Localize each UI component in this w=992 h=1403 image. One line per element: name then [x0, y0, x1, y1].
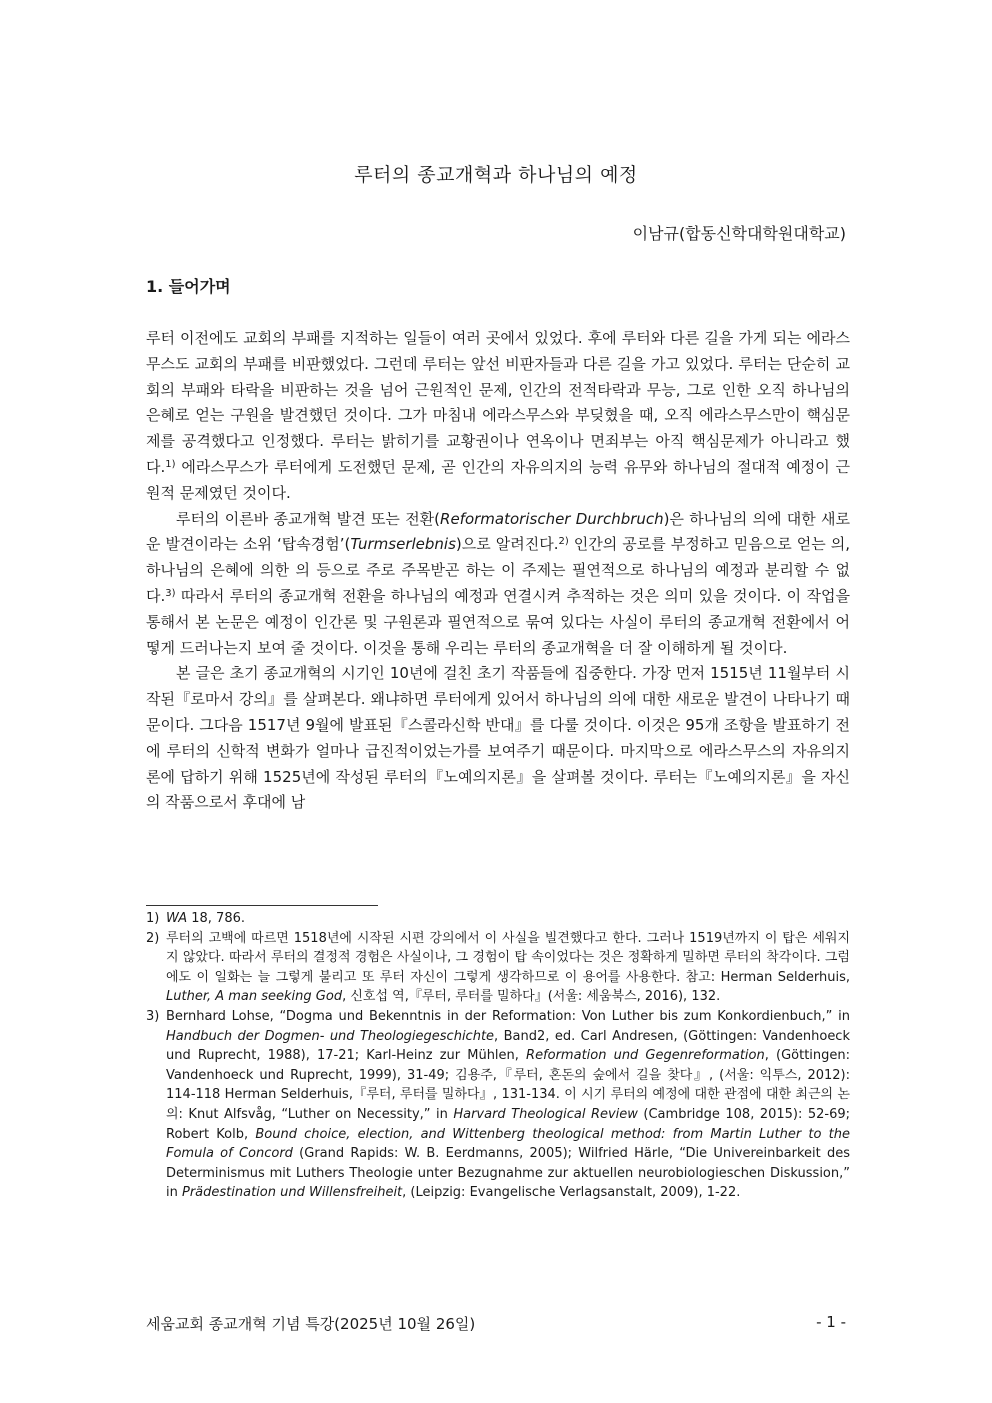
footnote-segment: 루터의 고백에 따르면 1518년에 시작된 시편 강의에서 이 사실을 빌견했다고 한다. 그러나 1519년까지 이 탑은 세워지지 않았다. 따라서 루터의 결정적 경험은 사실이나, 그 경험이 탑 속이었다는 것은 정확하게 밀하면 루터의 착각이다. 그럼에도 이 일화는 늘 그렇게 불리고 또 루터 자신이 그렇게 생각하므로 이 용어를 사용한다. 참고: Herman Selderhuis, — [166, 930, 850, 985]
paragraph-3: 본 글은 초기 종교개혁의 시기인 10년에 걸친 초기 작품들에 집중한다. 가장 먼저 1515년 11월부터 시작된『로마서 강의』를 살펴본다. 왜냐하면 루터에게 있어서 하나님의 의에 대한 새로운 발견이 나타나기 때문이다. 그다음 1517년 9월에 발표된『스콜라신학 반대』를 다룰 것이다. 이것은 95개 조항을 발표하기 전에 루터의 신학적 변화가 얼마나 급진적이었는가를 보여주기 때문이다. 마지막으로 에라스무스의 자유의지론에 답하기 위해 1525년에 작성된 루터의『노예의지론』을 살펴볼 것이다. 루터는『노예의지론』을 자신의 작품으로서 후대에 남 — [146, 664, 850, 812]
footnote-segment: 18, 786. — [187, 911, 245, 926]
italic-title: Bound choice, election, and Wittenberg theological method: from Martin Luther to the Fomula of Concord — [166, 1126, 851, 1162]
page-number: - 1 - — [816, 1313, 846, 1331]
italic-term: Reformatorischer Durchbruch — [440, 509, 664, 528]
footnote-segment: (Cambridge 108, 2015): 52-69; Robert Kolb, — [166, 1106, 850, 1142]
footnote-number: 2) — [146, 930, 160, 946]
footnote-text — [166, 909, 850, 929]
paragraph-text: )으로 알려진다. — [455, 535, 559, 554]
footnote-ref-1: 1) — [165, 458, 176, 470]
footnote-segment: , Band2, ed. Carl Andresen, (Göttingen: Vandenhoeck und Ruprecht, 1988), 17-21; Karl-Heinz zur Mühlen, — [166, 1028, 850, 1064]
paragraph-text: 에라스무스가 루터에게 도전했던 문제, 곧 인간의 자유의지의 능력 유무와 하나님의 절대적 예정이 근원적 문제였던 것이다. — [146, 457, 850, 502]
footnote-text — [166, 929, 850, 1007]
footnote-segment: , (Göttingen: Vandenhoeck und Ruprecht, 1999), 31-49; 김용주,『루터, 혼돈의 숲에서 길을 찾다』, (서울: 익투스, 2012): 114-118 Herman Selderhuis,『루터, 루터를 밀하다』, 131-134. 이 시기 루터의 예정에 대한 관점에 대한 최근의 논의: Knut Alfsvåg, “Luther on Necessity,” in — [166, 1048, 851, 1122]
body-text — [146, 326, 850, 816]
paragraph-text: 루터의 이른바 종교개혁 발견 또는 전환( — [176, 509, 441, 528]
paragraph-2 — [146, 507, 850, 662]
footnotes — [146, 909, 850, 1203]
footnote-segment: (Grand Rapids: W. B. Eerdmanns, 2005); Wilfried Härle, “Die Univereinbarkeit des Determinismus mit Luthers Theologie unter Bezugnahme zur aktuellen neurobiologieschen Diskussion,” in — [166, 1146, 850, 1201]
footnote-1 — [146, 909, 850, 929]
footnote-number: 1) — [146, 911, 160, 926]
paragraph-text: )은 하나님의 의에 대한 새로운 발견이라는 소위 ‘탑속경험’( — [146, 509, 850, 554]
italic-title: Luther, A man seeking God — [166, 989, 343, 1005]
footnote-3 — [146, 1007, 850, 1203]
italic-title: Reformation und Gegenreformation — [526, 1048, 765, 1064]
section-heading: 1. 들어가며 — [146, 277, 231, 296]
italic-title: WA — [166, 911, 188, 926]
italic-term: Turmserlebnis — [350, 535, 456, 554]
paragraph-1 — [146, 326, 850, 507]
italic-title: Prädestination und Willensfreiheit — [181, 1185, 403, 1201]
footnote-segment: , (Leipzig: Evangelische Verlagsanstalt, 2009), 1-22. — [402, 1185, 741, 1201]
document-title: 루터의 종교개혁과 하나님의 예정 — [354, 164, 638, 186]
italic-title: Harvard Theological Review — [453, 1106, 638, 1122]
paragraph-text: 따라서 루터의 종교개혁 전환을 하나님의 예정과 연결시켜 추적하는 것은 의미 있을 것이다. 이 작업을 통해서 본 논문은 예정이 인간론 및 구원론과 필연적으로 묶여 있다는 사실이 루터의 종교개혁 전환에서 어떻게 드러나는지 보여 줄 것이다. 이것을 통해 우리는 루터의 종교개혁을 더 잘 이해하게 될 것이다. — [146, 586, 850, 657]
footnote-number: 3) — [146, 1008, 160, 1024]
footnote-segment: Bernhard Lohse, “Dogma und Bekenntnis in der Reformation: Von Luther bis zum Konkordienbuch,” in — [166, 1008, 850, 1024]
footnote-2 — [146, 929, 850, 1007]
footnote-ref-3: 3) — [165, 587, 176, 599]
italic-title: Handbuch der Dogmen- und Theologiegeschichte — [166, 1028, 495, 1044]
footnote-divider — [146, 905, 378, 906]
paragraph-text: 인간의 공로를 부정하고 믿음으로 얻는 의, 하나님의 은혜에 의한 의 등으로 주로 주목받곤 하는 이 주제는 필연적으로 하나님의 예정과 분리할 수 없다. — [146, 535, 850, 605]
footnote-text — [166, 1007, 850, 1203]
paragraph-text: 루터 이전에도 교회의 부패를 지적하는 일들이 여러 곳에서 있었다. 후에 루터와 다른 길을 가게 되는 에라스무스도 교회의 부패를 비판했었다. 그런데 루터는 앞선 비판자들과 다른 길을 가고 있었다. 루터는 단순히 교회의 부패와 타락을 비판하는 것을 넘어 근원적인 문제, 인간의 전적타락과 무능, 그로 인한 오직 하나님의 은혜로 얻는 구원을 발견했던 것이다. 그가 마침내 에라스무스와 부딪혔을 때, 오직 에라스무스만이 핵심문제를 공격했다고 인정했다. 루터는 밝히기를 교황권이나 연옥이나 면죄부는 아직 핵심문제가 아니라고 했다. — [146, 329, 850, 476]
footnote-ref-2: 2) — [558, 536, 569, 548]
footer-event-label: 세움교회 종교개혁 기념 특강(2025년 10월 26일) — [146, 1315, 476, 1333]
author-affiliation: 이남규(합동신학대학원대학교) — [632, 224, 846, 243]
footnote-segment: , 신호섭 역,『루터, 루터를 밀하다』(서울: 세움북스, 2016), 132. — [342, 989, 721, 1005]
